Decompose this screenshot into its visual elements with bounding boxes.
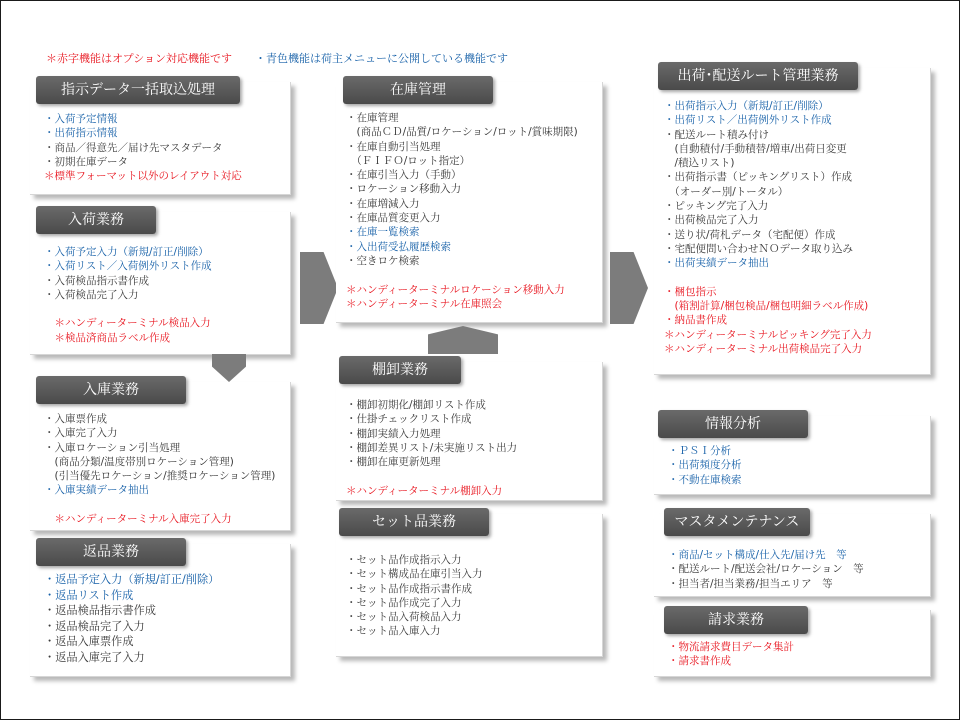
list-item: ・入出荷受払履歴検索 (346, 240, 451, 253)
list-item: ＊ハンディーターミナル出荷検品完了入力 (664, 343, 863, 356)
list-item: ・在庫管理 (346, 112, 399, 124)
set-items-title: セット品業務 (339, 508, 489, 536)
receiving-title: 入荷業務 (36, 206, 156, 234)
list-item: ・セット品作成指示書作成 (346, 582, 472, 595)
list-item: ・空きロケ検索 (346, 254, 420, 267)
list-item: ・ピッキング完了入力 (664, 200, 769, 213)
list-item: (商品分類/温度帯別ロケーション管理) (44, 455, 234, 468)
list-item: ・請求書作成 (668, 655, 731, 668)
list-item: ・仕掛チェックリスト作成 (346, 413, 472, 426)
list-item: ・棚卸初期化/棚卸リスト作成 (346, 399, 486, 411)
billing-title: 請求業務 (664, 606, 808, 634)
stocktaking-title: 棚卸業務 (339, 356, 461, 384)
returns-title: 返品業務 (36, 538, 186, 566)
list-item: （オーダー別/トータル） (664, 185, 789, 198)
list-item (44, 498, 275, 512)
list-item: ＊ハンディーターミナルロケーション移動入力 (346, 283, 565, 296)
stocking-list (44, 412, 275, 526)
receiving-list (44, 245, 212, 345)
shipping-title: 出荷･配送ルート管理業務 (658, 62, 858, 90)
list-item: ・入庫完了入力 (44, 427, 118, 440)
list-item: ・入庫ロケーション引当処理 (44, 441, 181, 454)
bulk-import-list (44, 112, 242, 183)
list-item: ・返品リスト作成 (44, 588, 134, 602)
stocktaking-list (346, 398, 517, 498)
list-item: ・入荷検品完了入力 (44, 288, 139, 301)
list-item: ・セット品作成完了入力 (346, 596, 462, 609)
list-item: ・出荷検品完了入力 (664, 214, 759, 227)
list-item: ・在庫品質変更入力 (346, 212, 441, 225)
list-item: ・不動在庫検索 (668, 473, 742, 486)
analysis-list (668, 444, 742, 487)
list-item: ・出荷実績データ抽出 (664, 257, 769, 270)
list-item: ・在庫引当入力（手動） (346, 169, 462, 182)
list-item: ・送り状/荷札データ（宅配便）作成 (664, 228, 836, 241)
list-item: ＊ハンディーターミナル在庫照会 (346, 297, 503, 310)
list-item: ・在庫増減入力 (346, 197, 420, 210)
list-item: ・セット品作成指示入力 (346, 554, 462, 566)
list-item: (商品ＣＤ/品質/ロケーション/ロット/賞味期限) (346, 126, 578, 139)
list-item: ・ロケーション移動入力 (346, 183, 462, 196)
list-item: ・配送ルート/配送会社/ロケーション 等 (668, 563, 864, 576)
list-item: ・入庫実績データ抽出 (44, 484, 149, 497)
list-item: ・出荷指示情報 (44, 127, 118, 140)
list-item: ・出荷指示書（ピッキングリスト）作成 (664, 171, 853, 184)
inventory-title: 在庫管理 (343, 76, 493, 104)
master-title: マスタメンテナンス (664, 508, 810, 536)
list-item: ・出荷リスト／出荷例外リスト作成 (664, 114, 832, 127)
list-item: ・セット品入荷検品入力 (346, 611, 462, 624)
list-item: ・入荷予定情報 (44, 113, 118, 125)
list-item: ・セット構成品在庫引当入力 (346, 568, 483, 581)
list-item: ・担当者/担当業務/担当エリア 等 (668, 577, 833, 590)
list-item: ・梱包指示 (664, 285, 717, 298)
set-items-list (346, 553, 483, 639)
list-item: (自動積付/手動積替/増車/出荷日変更 (664, 142, 847, 155)
analysis-title: 情報分析 (658, 410, 808, 438)
list-item: ・在庫一覧検索 (346, 226, 420, 239)
shipping-list (664, 99, 872, 356)
list-item (664, 271, 872, 285)
list-item: ＊ハンディーターミナル入庫完了入力 (44, 513, 232, 526)
list-item: ・入荷リスト／入荷例外リスト作成 (44, 260, 212, 273)
list-item: ・返品検品完了入力 (44, 619, 145, 633)
list-item: ・返品入庫完了入力 (44, 650, 145, 664)
returns-list (44, 572, 219, 666)
list-item: ・返品入庫票作成 (44, 635, 134, 649)
legend-blue-note: ・青色機能は荷主メニューに公開している機能です (255, 52, 509, 65)
list-item: ・納品書作成 (664, 314, 727, 327)
list-item: ・返品検品指示書作成 (44, 604, 156, 618)
list-item: （ＦＩＦＯ/ロット指定） (346, 154, 471, 167)
list-item: ・入荷検品指示書作成 (44, 274, 149, 287)
list-item: ・出荷頻度分析 (668, 459, 742, 472)
list-item (44, 302, 212, 316)
list-item: ・宅配便問い合わせＮＯデータ取り込み (664, 242, 853, 255)
list-item: ・出荷指示入力（新規/訂正/削除） (664, 100, 829, 112)
list-item: ・ＰＳＩ分析 (668, 445, 731, 457)
list-item: ＊検品済商品ラベル作成 (44, 331, 170, 344)
list-item: ・商品／得意先／届け先マスタデータ (44, 141, 223, 154)
list-item: ・セット品入庫入力 (346, 625, 441, 638)
list-item: ＊ハンディーターミナル検品入力 (44, 317, 211, 330)
list-item: ・商品/セット構成/仕入先/届け先 等 (668, 549, 847, 561)
list-item: ・入庫票作成 (44, 413, 107, 425)
list-item (346, 469, 517, 483)
list-item: ＊ハンディーターミナルピッキング完了入力 (664, 328, 872, 341)
bulk-import-title: 指示データ一括取込処理 (36, 76, 240, 104)
legend-red-note: ＊赤字機能はオプション対応機能です (46, 52, 233, 65)
legend (46, 50, 508, 66)
inventory-list (346, 111, 578, 311)
list-item: ・物流請求費目データ集計 (668, 641, 794, 653)
list-item: ・配送ルート積み付け (664, 128, 769, 141)
master-list (668, 548, 864, 591)
list-item: /積込リスト) (664, 157, 735, 170)
list-item: (箱割計算/梱包検品/梱包明細ラベル作成) (664, 300, 869, 313)
list-item: ＊ハンディーターミナル棚卸入力 (346, 484, 503, 497)
list-item: ・棚卸在庫更新処理 (346, 456, 441, 469)
stocking-title: 入庫業務 (36, 376, 186, 404)
list-item: (引当優先ロケーション/推奨ロケーション管理) (44, 470, 276, 483)
list-item: ・棚卸実績入力処理 (346, 427, 441, 440)
list-item: ・棚卸差異リスト/未実施リスト出力 (346, 441, 518, 454)
billing-list (668, 640, 794, 669)
list-item: ・在庫自動引当処理 (346, 140, 441, 153)
list-item: ＊標準フォーマット以外のレイアウト対応 (44, 170, 242, 183)
list-item (346, 268, 578, 282)
list-item: ・返品予定入力（新規/訂正/削除） (44, 573, 220, 586)
list-item: ・入荷予定入力（新規/訂正/削除） (44, 246, 209, 258)
list-item: ・初期在庫データ (44, 155, 128, 168)
